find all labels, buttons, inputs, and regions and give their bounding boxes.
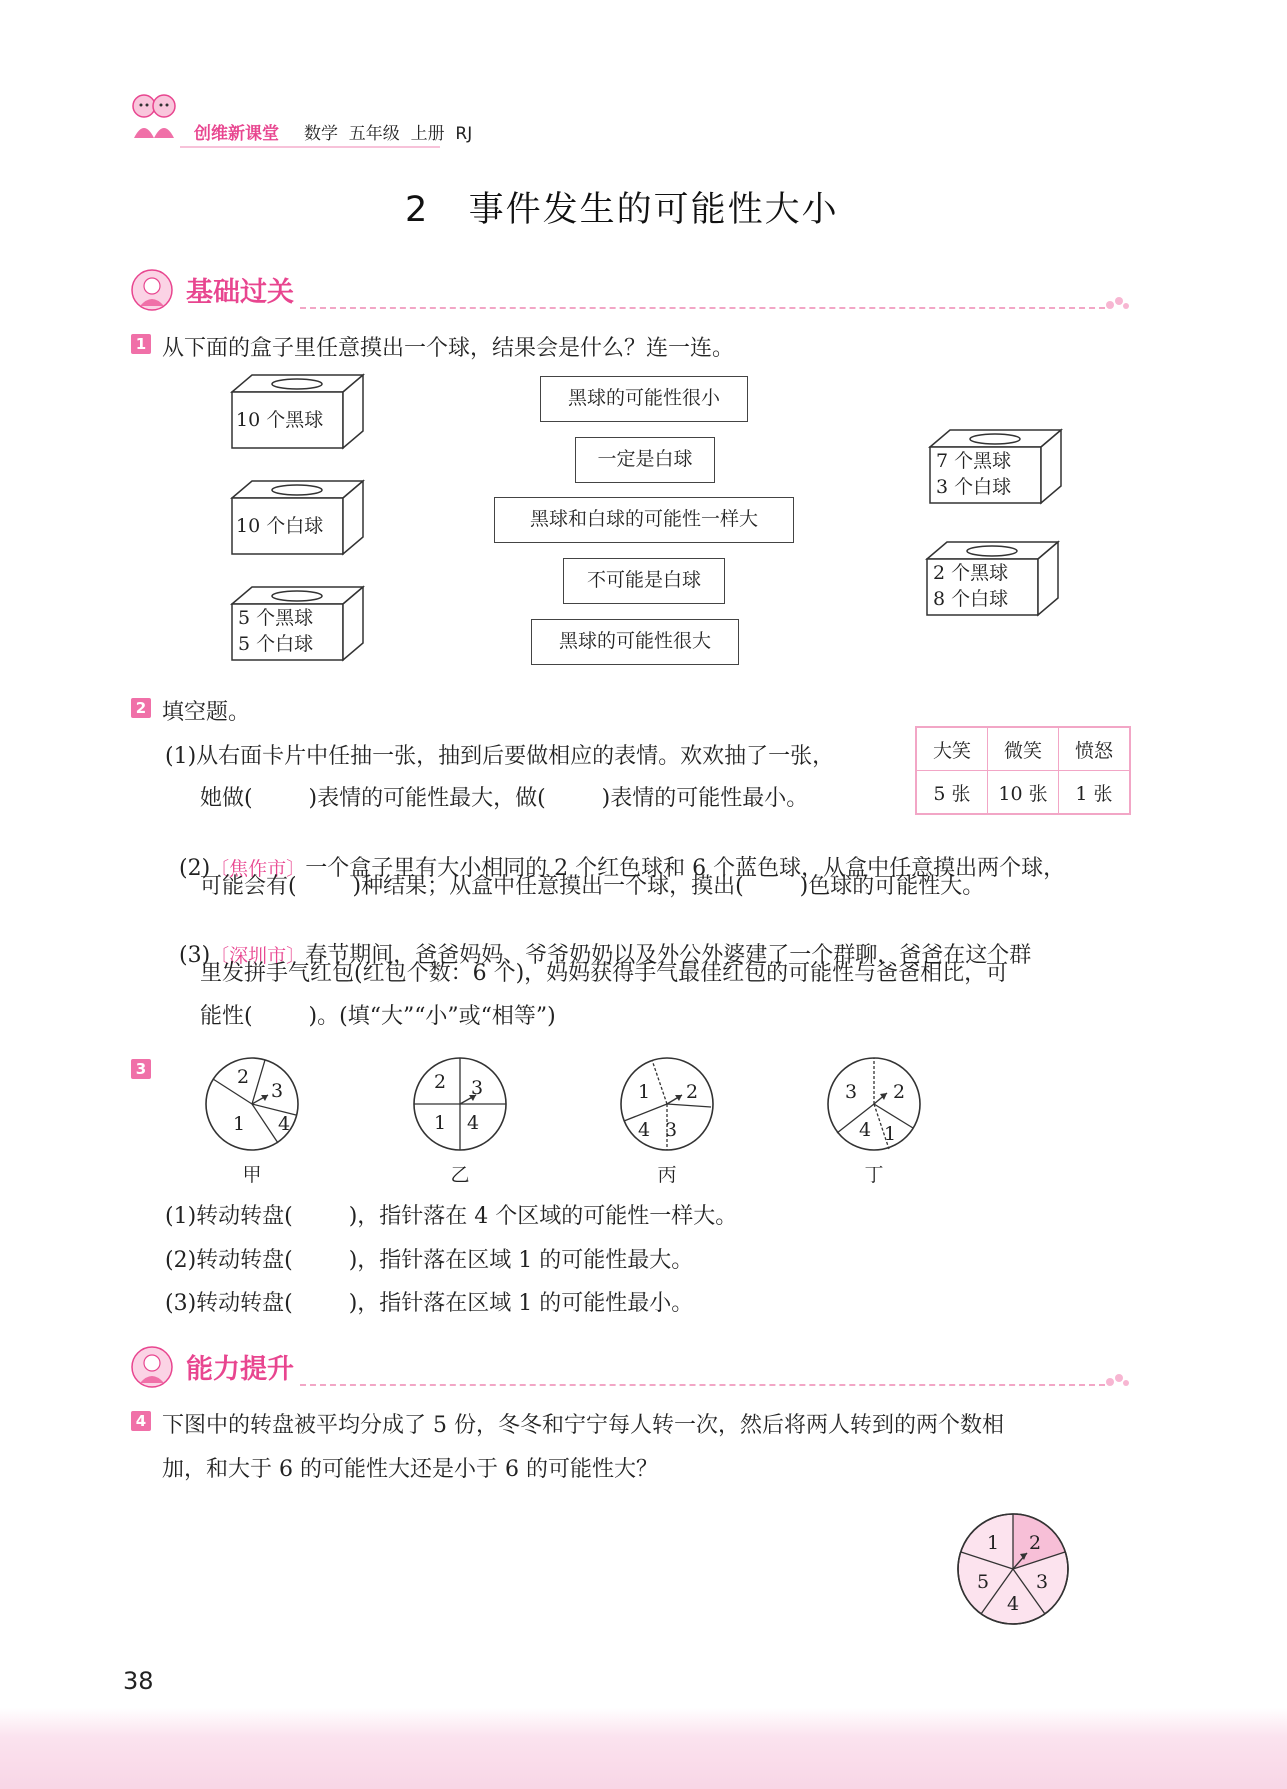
sub-question-text: (1)从右面卡片中任抽一张，抽到后要做相应的表情。欢欢抽了一张， — [165, 744, 835, 769]
sub-question-text: 能性( )。(填“大”“小”或“相等”) — [200, 1004, 556, 1029]
sub-question-text: 她做( )表情的可能性最大，做( )表情的可能性最小。 — [200, 786, 809, 811]
question-number: 1 — [131, 334, 151, 354]
box-label: 10 个白球 — [236, 515, 324, 537]
box-label: 2 个黑球 — [933, 562, 1009, 584]
table-header: 微笑 — [988, 727, 1059, 771]
region-label: 3 — [470, 1077, 484, 1099]
box-label: 3 个白球 — [936, 476, 1012, 498]
region-label: 2 — [685, 1081, 699, 1103]
sub-question-prefix: (2) — [179, 856, 211, 881]
region-label: 3 — [664, 1119, 678, 1141]
region-label: 1 — [986, 1532, 1000, 1554]
question-number: 2 — [131, 698, 151, 718]
box-label: 7 个黑球 — [936, 450, 1012, 472]
region-label: 4 — [637, 1119, 651, 1141]
table-cell: 10 张 — [988, 771, 1059, 815]
region-label: 3 — [270, 1080, 284, 1102]
region-label: 4 — [466, 1112, 480, 1134]
box-label: 10 个黑球 — [236, 409, 324, 431]
table-cell: 1 张 — [1059, 771, 1131, 815]
sub-question-text: 里发拼手气红包(红包个数：6 个)，妈妈获得手气最佳红包的可能性与爸爸相比，可 — [200, 961, 1009, 986]
section-divider — [300, 307, 1105, 309]
emotion-card-table — [915, 726, 1131, 815]
sub-question-text: (1)转动转盘( )，指针落在 4 个区域的可能性一样大。 — [165, 1204, 738, 1229]
region-label: 2 — [236, 1066, 250, 1088]
region-tag: 〔焦作市〕 — [210, 858, 306, 880]
table-header: 愤怒 — [1059, 727, 1131, 771]
region-label: 2 — [1028, 1532, 1042, 1554]
spinner-name: 甲 — [242, 1164, 262, 1186]
ball-box — [925, 539, 1060, 617]
region-label: 1 — [637, 1081, 651, 1103]
ball-box — [928, 427, 1063, 505]
box-label: 5 个黑球 — [238, 607, 314, 629]
region-tag: 〔深圳市〕 — [210, 945, 306, 967]
brand-name: 创维新课堂 — [194, 124, 279, 144]
sub-question-prefix: (3) — [179, 943, 211, 968]
spinner-yi — [411, 1055, 509, 1153]
page-number: 38 — [123, 1667, 154, 1695]
region-label: 2 — [433, 1071, 447, 1093]
question-text: 加，和大于 6 的可能性大还是小于 6 的可能性大？ — [162, 1457, 658, 1482]
decor-dots — [1105, 296, 1131, 310]
footer-band — [0, 1708, 1287, 1789]
spinner-name: 乙 — [450, 1164, 470, 1186]
spinner-name: 丁 — [864, 1164, 884, 1186]
region-label: 5 — [976, 1571, 990, 1593]
table-header: 大笑 — [916, 727, 988, 771]
section-divider — [300, 1384, 1105, 1386]
sub-question-text: 可能会有( )种结果；从盒中任意摸出一个球，摸出( )色球的可能性大。 — [200, 874, 985, 899]
region-label: 1 — [883, 1123, 897, 1145]
question-number: 3 — [131, 1059, 151, 1079]
question-text: 下图中的转盘被平均分成了 5 份，冬冬和宁宁每人转一次，然后将两人转到的两个数相 — [162, 1413, 1004, 1438]
region-label: 4 — [1006, 1593, 1020, 1615]
ball-box — [230, 584, 365, 662]
book-info: 数学 五年级 上册 RJ — [304, 124, 473, 144]
region-label: 1 — [232, 1113, 246, 1135]
box-label: 5 个白球 — [238, 633, 314, 655]
ball-box — [230, 372, 365, 450]
sub-question-text: (2)转动转盘( )，指针落在区域 1 的可能性最大。 — [165, 1248, 694, 1273]
region-label: 4 — [277, 1113, 291, 1135]
region-label: 1 — [433, 1112, 447, 1134]
spinner-bing — [618, 1055, 716, 1153]
section-icon — [130, 1345, 174, 1389]
region-label: 3 — [844, 1081, 858, 1103]
spinner-jia — [203, 1055, 301, 1153]
question-number: 4 — [131, 1411, 151, 1431]
table-cell: 5 张 — [916, 771, 988, 815]
region-label: 3 — [1035, 1571, 1049, 1593]
region-label: 2 — [892, 1081, 906, 1103]
ball-box — [230, 478, 365, 556]
spinner-ding — [825, 1055, 923, 1153]
section-title-advanced: 能力提升 — [186, 1354, 294, 1385]
question-text: 从下面的盒子里任意摸出一个球，结果会是什么？连一连。 — [162, 336, 735, 361]
sub-question-text: 一个盒子里有大小相同的 2 个红色球和 6 个蓝色球，从盒中任意摸出两个球， — [305, 856, 1066, 881]
decor-dots — [1105, 1373, 1131, 1387]
mascot-logo — [124, 86, 184, 146]
outcome-card[interactable]: 黑球和白球的可能性一样大 — [494, 497, 794, 543]
section-icon — [130, 268, 174, 312]
outcome-card[interactable]: 不可能是白球 — [563, 558, 725, 604]
question-text: 填空题。 — [162, 700, 251, 725]
header-underline — [180, 146, 440, 148]
outcome-card[interactable]: 黑球的可能性很小 — [540, 376, 748, 422]
page-title: 2 事件发生的可能性大小 — [405, 190, 839, 230]
outcome-card[interactable]: 黑球的可能性很大 — [531, 619, 739, 665]
sub-question-text: (3)转动转盘( )，指针落在区域 1 的可能性最小。 — [165, 1291, 694, 1316]
five-part-spinner — [955, 1511, 1071, 1627]
outcome-card[interactable]: 一定是白球 — [575, 437, 715, 483]
spinner-name: 丙 — [657, 1164, 677, 1186]
section-title-basics: 基础过关 — [186, 277, 294, 308]
box-label: 8 个白球 — [933, 588, 1009, 610]
region-label: 4 — [858, 1119, 872, 1141]
sub-question-text: 春节期间，爸爸妈妈、爷爷奶奶以及外公外婆建了一个群聊，爸爸在这个群 — [305, 943, 1032, 968]
